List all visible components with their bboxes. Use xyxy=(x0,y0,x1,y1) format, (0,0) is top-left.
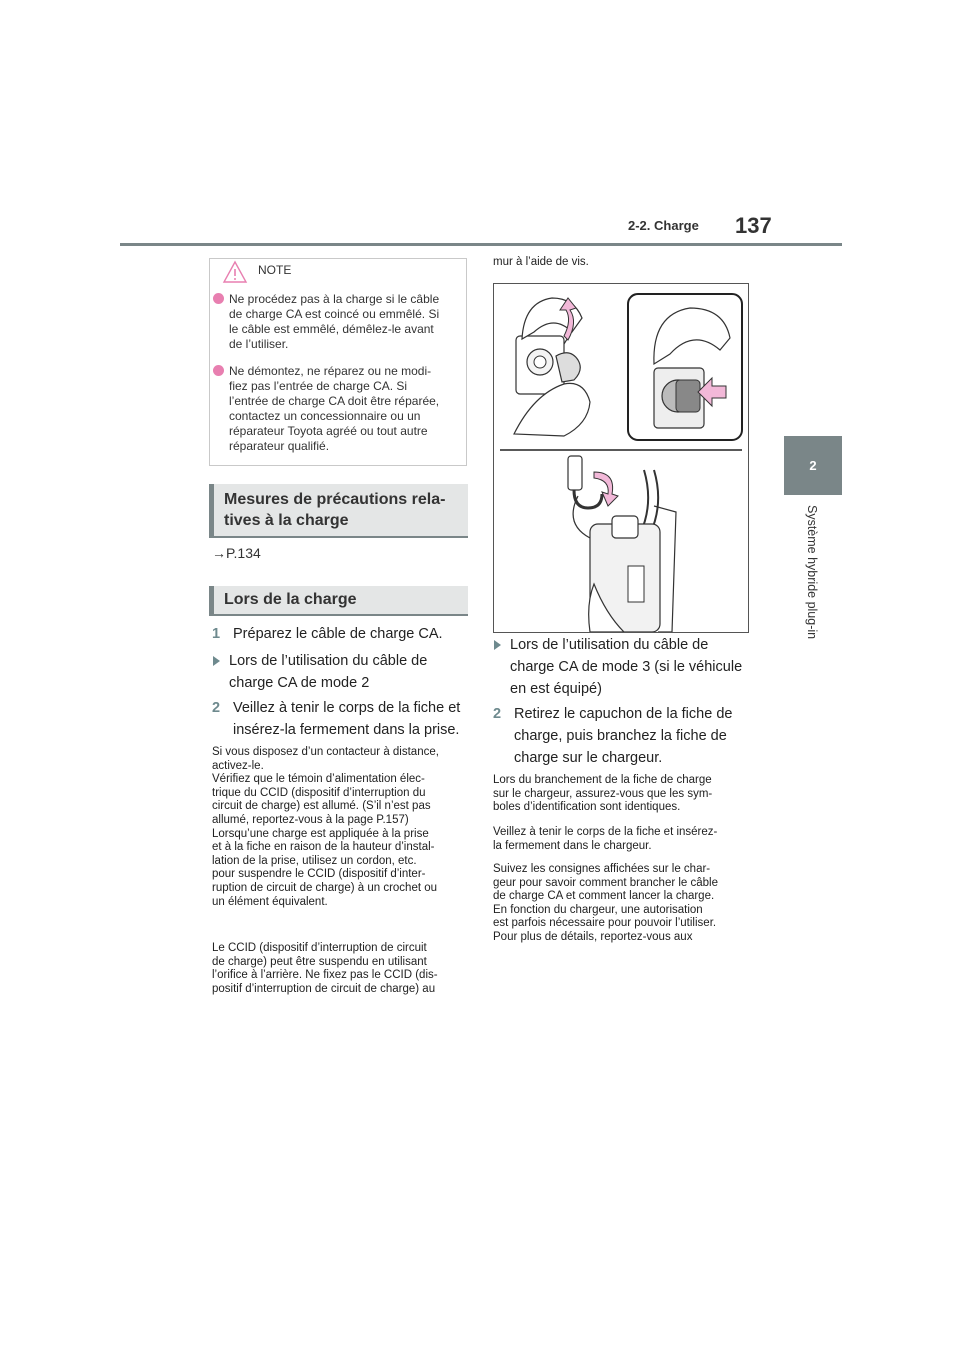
note-item xyxy=(213,364,461,456)
step-number: 2 xyxy=(212,700,221,716)
illustration-frame xyxy=(493,283,749,633)
step-1 xyxy=(212,623,472,647)
heading-text: Lors de la charge xyxy=(224,591,357,608)
subheading-line: charge CA de mode 3 (si le véhicule xyxy=(510,659,743,675)
heading-line: Mesures de précautions rela- xyxy=(224,491,446,508)
subheading-line: en est équipé) xyxy=(510,681,602,697)
step-text: Veillez à tenir le corps de la fiche et xyxy=(233,700,461,716)
triangle-bullet-icon xyxy=(213,656,220,666)
body-paragraph: Le CCID (dispositif d’interruption de circuit de charge) peut être suspendu en utilisant l’orifice à l’arrière. Ne fixez pas le CCID (dis- positif d’interruption de circuit de charge) au xyxy=(212,942,438,995)
chapter-label-text: Système hybride plug-in xyxy=(805,505,819,640)
triangle-bullet-icon xyxy=(494,640,501,650)
body-paragraph: Suivez les consignes affichées sur le char- geur pour savoir comment brancher le câble de charge CA et comment lancer la charge. En fonction du chargeur, une autorisation est parfois nécessaire pour pouvoir l’utiliser. Pour plus de détails, reportez-vous aux xyxy=(493,863,719,943)
body-paragraph: Veillez à tenir le corps de la fiche et insérez- la fermement dans le chargeur. xyxy=(493,826,718,852)
step-number: 1 xyxy=(212,626,221,642)
bullet-icon xyxy=(213,365,224,376)
chapter-tab: 2 xyxy=(784,436,842,495)
heading-underline xyxy=(209,536,468,538)
step-text: insérez-la fermement dans la prise. xyxy=(233,722,460,738)
charging-illustration xyxy=(494,284,748,632)
note-item xyxy=(213,292,461,354)
section-heading-charging xyxy=(209,586,468,614)
step-number: 2 xyxy=(493,706,502,722)
charge-port-lid-illustration xyxy=(514,298,590,436)
warning-icon xyxy=(222,260,248,284)
bullet-icon xyxy=(213,293,224,304)
plug-inserted-inset xyxy=(628,294,742,440)
heading-line: tives à la charge xyxy=(224,512,349,529)
chapter-label xyxy=(805,505,825,655)
subheading-line: Lors de l’utilisation du câble de xyxy=(229,653,428,669)
note-item-text: Ne démontez, ne réparez ou ne modi- fiez pas l’entrée de charge CA. Si l’entrée de charge CA doit être réparée, contactez un concessionnaire ou un réparateur Toyota agréé ou tout autre réparateur qualifié. xyxy=(229,364,440,453)
note-item-text: Ne procédez pas à la charge si le câble de charge CA est coincé ou emmêlé. Si le câble est emmêlé, démêlez-le avant de l’utiliser. xyxy=(229,292,440,351)
heading-underline xyxy=(209,614,468,616)
body-paragraph: Lors du branchement de la fiche de charge sur le chargeur, assurez-vous que les sym- boles d’identification sont identiques. xyxy=(493,774,713,814)
ccid-hook-illustration xyxy=(568,456,676,632)
step-text: charge sur le chargeur. xyxy=(514,750,663,766)
step-text: Préparez le câble de charge CA. xyxy=(233,626,443,642)
step-text: charge, puis branchez la fiche de xyxy=(514,728,727,744)
body-continuation: mur à l’aide de vis. xyxy=(493,256,589,268)
section-heading-precautions xyxy=(209,484,468,536)
page-reference-link[interactable]: →P.134 xyxy=(212,545,261,561)
page-number: 137 xyxy=(735,213,772,238)
step-2-left xyxy=(212,697,472,741)
step-text: Retirez le capuchon de la fiche de xyxy=(514,706,733,722)
subheading-mode2 xyxy=(213,650,473,694)
step-2-right xyxy=(493,703,753,769)
body-paragraph: Si vous disposez d’un contacteur à distance, activez-le. Vérifiez que le témoin d’alimentation élec- trique du CCID (dispositif d’interruption du circuit de charge) est allumé. (S’il n’est pas allumé, reportez-vous à la page P.157) Lorsqu’une charge est appliquée à la prise et à la fiche en raison de la hauteur d’instal- lation de la prise, utilisez un cordon, etc. pour suspendre le CCID (dispositif d’inter- ruption de circuit de charge) à un crochet ou un élément équivalent. xyxy=(212,746,439,908)
subheading-line: charge CA de mode 2 xyxy=(229,675,370,691)
header-rule xyxy=(120,243,842,246)
subheading-mode3 xyxy=(494,634,754,700)
subheading-line: Lors de l’utilisation du câble de xyxy=(510,637,709,653)
note-title: NOTE xyxy=(258,263,292,277)
section-title: 2-2. Charge xyxy=(628,218,699,233)
